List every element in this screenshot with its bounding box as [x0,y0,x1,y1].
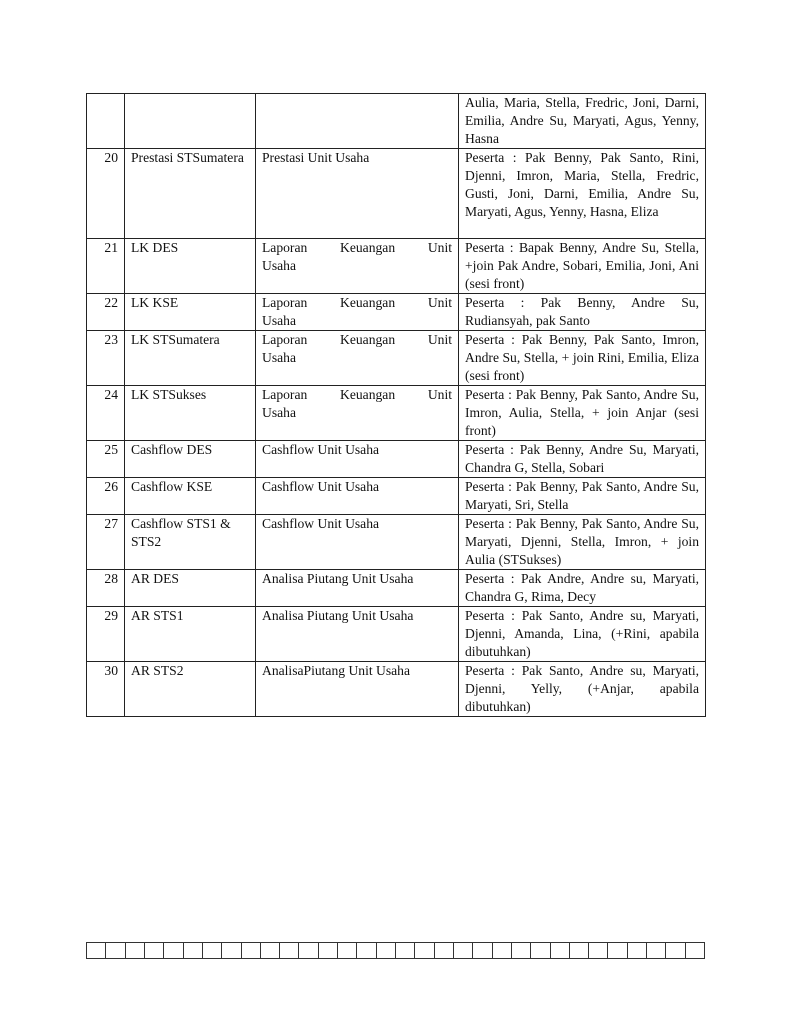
session-name: LK KSE [125,294,256,331]
table-row [87,662,706,717]
participants: Peserta : Pak Benny, Pak Santo, Andre Su, Maryati, Sri, Stella [459,478,706,515]
session-name: Cashflow KSE [125,478,256,515]
participants: Peserta : Pak Benny, Andre Su, Rudiansyah, pak Santo [459,294,706,331]
footer-grid-cell [144,943,163,959]
row-number: 30 [87,662,125,717]
meeting-schedule-table [86,93,706,717]
footer-grid-cell [434,943,453,959]
session-name: AR STS2 [125,662,256,717]
participants: Peserta : Bapak Benny, Andre Su, Stella, +join Pak Andre, Sobari, Emilia, Joni, Ani (sesi front) [459,239,706,294]
session-topic [256,662,459,717]
footer-grid-cell [183,943,202,959]
participants: Peserta : Pak Santo, Andre su, Maryati, Djenni, Yelly, (+Anjar, apabila dibutuhkan) [459,662,706,717]
table-row [87,386,706,441]
footer-grid-cell [222,943,241,959]
row-number: 22 [87,294,125,331]
table-row [87,239,706,294]
session-topic [256,331,459,386]
row-number: 21 [87,239,125,294]
session-name [125,94,256,149]
footer-grid-cell [125,943,144,959]
session-topic [256,94,459,149]
footer-grid-cell [202,943,221,959]
participants: Peserta : Pak Benny, Pak Santo, Andre Su, Maryati, Djenni, Stella, Imron, + join Aulia (STSukses) [459,515,706,570]
footer-grid-row [87,943,705,959]
footer-grid-cell [396,943,415,959]
table-row [87,607,706,662]
session-topic-text: Analisa Piutang Unit Usaha [262,571,414,586]
row-number: 25 [87,441,125,478]
footer-grid-cell [260,943,279,959]
session-topic-line: Laporan Keuangan Unit [262,387,452,402]
row-number [87,94,125,149]
footer-grid-cell [531,943,550,959]
session-topic [256,478,459,515]
session-name: LK STSukses [125,386,256,441]
session-topic [256,441,459,478]
participants: Peserta : Pak Benny, Andre Su, Maryati, Chandra G, Stella, Sobari [459,441,706,478]
session-topic [256,515,459,570]
row-number: 24 [87,386,125,441]
footer-grid-cell [299,943,318,959]
session-topic-text: Usaha [262,405,296,420]
session-topic [256,239,459,294]
footer-grid-cell [164,943,183,959]
session-topic-line: Laporan Keuangan Unit [262,332,452,347]
row-number: 23 [87,331,125,386]
session-topic [256,386,459,441]
session-name: Cashflow DES [125,441,256,478]
session-topic [256,149,459,239]
session-name: AR STS1 [125,607,256,662]
footer-grid-cell [338,943,357,959]
footer-grid-cell [589,943,608,959]
row-number: 28 [87,570,125,607]
footer-grid-cell [473,943,492,959]
session-topic-text: Usaha [262,350,296,365]
table-row [87,149,706,239]
footer-grid-cell [550,943,569,959]
session-topic [256,570,459,607]
footer-grid-cell [608,943,627,959]
table-row [87,331,706,386]
footer-grid-cell [376,943,395,959]
footer-grid-cell [106,943,125,959]
session-topic-text: Analisa Piutang Unit Usaha [262,608,414,623]
session-name: Prestasi STSumatera [125,149,256,239]
row-number: 26 [87,478,125,515]
footer-grid-cell [647,943,666,959]
footer-grid-cell [87,943,106,959]
session-topic-text: Prestasi Unit Usaha [262,150,370,165]
table-row [87,570,706,607]
footer-grid-cell [627,943,646,959]
session-topic-line: Laporan Keuangan Unit [262,295,452,310]
participants: Peserta : Pak Benny, Pak Santo, Rini, Djenni, Imron, Maria, Stella, Fredric, Gusti, Joni, Darni, Emilia, Andre Su, Maryati, Agus, Yenny, Hasna, Eliza [459,149,706,239]
participants: Peserta : Pak Santo, Andre su, Maryati, Djenni, Amanda, Lina, (+Rini, apabila dibutuhkan) [459,607,706,662]
footer-grid-cell [415,943,434,959]
table-row [87,478,706,515]
session-topic-text: Cashflow Unit Usaha [262,479,380,494]
footer-grid-strip [86,942,705,959]
session-name: Cashflow STS1 & STS2 [125,515,256,570]
footer-grid-cell [453,943,472,959]
table-row [87,294,706,331]
session-topic [256,607,459,662]
participants: Peserta : Pak Benny, Pak Santo, Imron, Andre Su, Stella, + join Rini, Emilia, Eliza (sesi front) [459,331,706,386]
footer-grid-cell [280,943,299,959]
session-name: AR DES [125,570,256,607]
footer-grid-cell [685,943,704,959]
footer-grid-cell [569,943,588,959]
footer-grid-cell [318,943,337,959]
footer-grid-cell [666,943,685,959]
session-topic-text: Cashflow Unit Usaha [262,442,380,457]
session-topic [256,294,459,331]
table-row [87,515,706,570]
row-number: 20 [87,149,125,239]
session-topic-text: Usaha [262,313,296,328]
table-row [87,94,706,149]
session-topic-text: AnalisaPiutang Unit Usaha [262,663,410,678]
footer-grid-cell [241,943,260,959]
table-body [87,94,706,717]
session-topic-line: Laporan Keuangan Unit [262,240,452,255]
footer-grid-cell [511,943,530,959]
session-topic-text: Usaha [262,258,296,273]
participants: Peserta : Pak Benny, Pak Santo, Andre Su, Imron, Aulia, Stella, + join Anjar (sesi front) [459,386,706,441]
row-number: 27 [87,515,125,570]
session-name: LK DES [125,239,256,294]
participants: Aulia, Maria, Stella, Fredric, Joni, Darni, Emilia, Andre Su, Maryati, Agus, Yenny, Hasna [459,94,706,149]
footer-grid-cell [492,943,511,959]
row-number: 29 [87,607,125,662]
session-name: LK STSumatera [125,331,256,386]
table-row [87,441,706,478]
participants: Peserta : Pak Andre, Andre su, Maryati, Chandra G, Rima, Decy [459,570,706,607]
session-topic-text: Cashflow Unit Usaha [262,516,380,531]
footer-grid-cell [357,943,376,959]
